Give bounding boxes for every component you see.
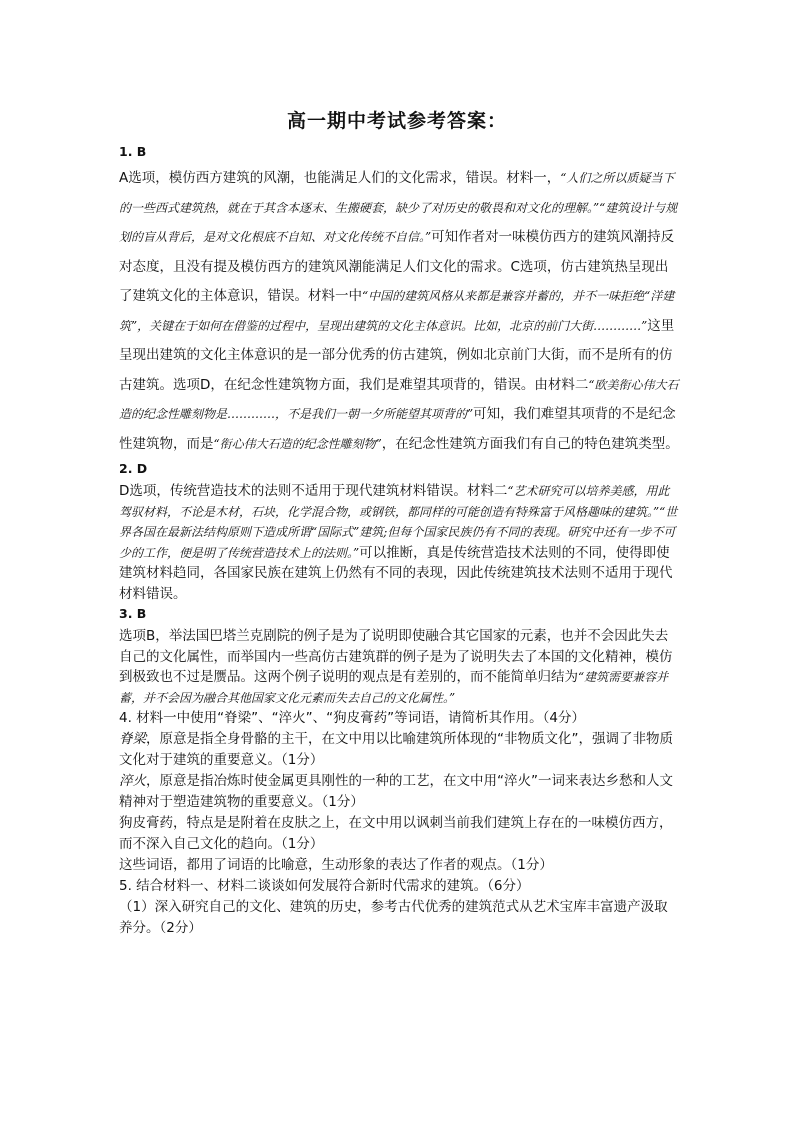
question-5 [119, 876, 679, 939]
q1-quote-3: “欧美衔心伟大石造的纪念性雕刻物是…………，不是我们一朝一夕所能望其项背的” [119, 377, 679, 421]
question-4-point-2 [119, 771, 679, 813]
q1-text-2: 可知作者对一味模仿西方的建筑风潮持反对态度，且没有提及模仿西方的建筑风潮能满足人们文化的需求。C选项，仿古建筑热呈现出了建筑文化的主体意识，错误。材料一中 [119, 229, 675, 304]
question-5-point-1: （1）深入研究自己的文化、建筑的历史，参考古代优秀的建筑范式从艺术宝库丰富遗产汲取养分。（2分） [119, 899, 668, 936]
q4-point-1-text: ，原意是指全身骨骼的主干，在文中用以比喻建筑所体现的“非物质文化”，强调了非物质文化对于建筑的重要意义。（1分） [119, 731, 673, 768]
q1-text-1: A选项，模仿西方建筑的风潮，也能满足人们的文化需求，错误。材料一， [119, 170, 561, 186]
question-4-point-3: 狗皮膏药，特点是是附着在皮肤之上，在文中用以讽刺当前我们建筑上存在的一味模仿西方，而不深入自己文化的趋向。（1分） [119, 815, 673, 852]
question-3-answer [119, 626, 679, 708]
question-2-number: 2. D [119, 461, 148, 476]
q2-text-2: 可以推断，真是传统营造技术法则的不同，使得即使建筑材料趋同，各国家民族在建筑上仍然有不同的表现，因此传统建筑技术法则不适用于现代材料错误。 [119, 544, 673, 602]
page-title: 高一期中考试参考答案： [286, 110, 507, 132]
q4-term-1: 脊梁 [119, 731, 146, 747]
q3-text-1: 选项B，举法国巴塔兰克剧院的例子是为了说明即使融合其它国家的元素，也并不会因此失去自己的文化属性，而举国内一些高仿古建筑群的例子是为了说明失去了本国的文化精神，模仿到极致也不过是赝品。这两个例子说明的观点是有差别的，而不能简单归结为 [119, 628, 673, 685]
question-2-answer [119, 481, 679, 604]
question-3-number: 3. B [119, 606, 147, 621]
q2-text-1: D选项，传统营造技术的法则不适用于现代建筑材料错误。材料二 [119, 483, 508, 499]
q2-quote-1: “艺术研究可以培养美感，用此驾驭材料，不论是木材，石块，化学混合物，或钢铁，都同样的可能创造有特殊富于风格趣味的建筑。”“世界各国在最新法结构原则下造成所谓“国际式”建筑;但每个国家民族仍有不同的表现。研究中还有一步不可少的工作，便是明了传统营造技术上的法则。” [119, 484, 678, 560]
question-5-prompt: 5. 结合材料一、材料二谈谈如何发展符合新时代需求的建筑。（6分） [119, 878, 530, 894]
question-1-number: 1. B [119, 144, 147, 159]
q3-quote-1: “建筑需要兼容并蓄，并不会因为融合其他国家文化元素而失去自己的文化属性。” [119, 670, 669, 705]
q1-quote-2: “中国的建筑风格从来都是兼容并蓄的，并不一味拒绝“洋建筑”，关键在于如何在借鉴的过程中，呈现出建筑的文化主体意识。比如，北京的前门大街…………” [119, 289, 675, 333]
q1-text-3: 这里呈现出建筑的文化主体意识的是一部分优秀的仿古建筑，例如北京前门大街，而不是所有的仿古建筑。选项D，在纪念性建筑物方面，我们是难望其项背的，错误。由材料二 [119, 317, 675, 393]
q1-quote-4: “衔心伟大石造的纪念性雕刻物” [213, 436, 382, 451]
question-4-point-1 [119, 729, 679, 771]
question-4-prompt: 4. 材料一中使用“脊梁”、“淬火”、“狗皮膏药”等词语，请简析其作用。（4分） [119, 710, 585, 726]
q1-text-5: ，在纪念性建筑方面我们有自己的特色建筑类型。 [381, 435, 679, 452]
q1-text-4: 可知，我们难望其项背的不是纪念性建筑物，而是 [119, 406, 676, 452]
q4-term-2: 淬火 [119, 773, 146, 789]
question-4-point-4: 这些词语，都用了词语的比喻意，生动形象的表达了作者的观点。（1分） [119, 857, 553, 873]
question-4 [119, 708, 679, 876]
q1-quote-1: “人们之所以质疑当下的一些西式建筑热，就在于其含本逐末、生搬硬套，缺少了对历史的敬畏和对文化的理解。”“建筑设计与规划的盲从背后，是对文化根底不自知、对文化传统不自信。” [119, 171, 678, 244]
question-1-answer [119, 164, 679, 459]
q4-point-2-text: ，原意是指冶炼时使金属更具刚性的一种的工艺，在文中用“淬火”一词来表达乡愁和人文精神对于塑造建筑物的重要意义。（1分） [119, 773, 673, 810]
answer-content [119, 142, 679, 939]
